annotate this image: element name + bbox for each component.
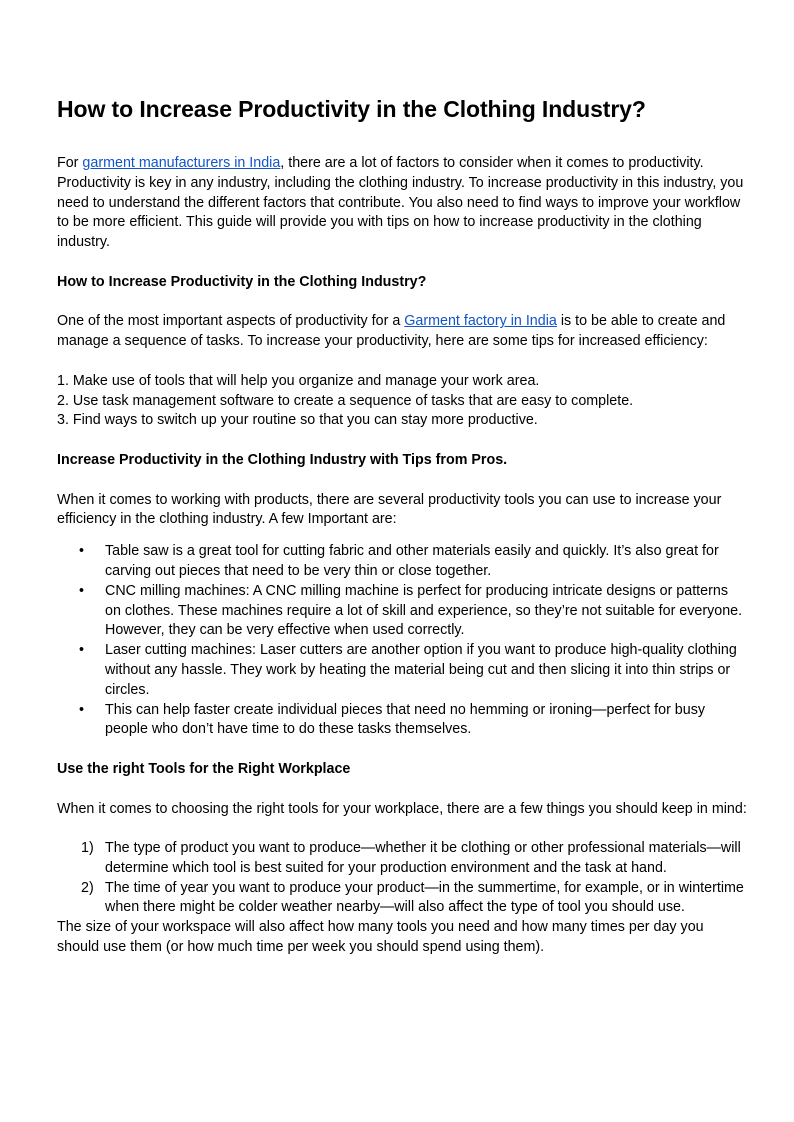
list-item (57, 879, 747, 919)
garment-factory-link[interactable]: Garment factory in India (404, 313, 557, 330)
list-item (57, 839, 747, 879)
section2-paragraph: When it comes to working with products, there are several productivity tools you can use to increase your efficiency in the clothing industry. A few Important are: (57, 491, 722, 528)
section2-heading: Increase Productivity in the Clothing Industry with Tips from Pros. (57, 451, 508, 468)
list-item (57, 582, 747, 641)
bullet-icon: • (79, 543, 85, 560)
list-item-text: The type of product you want to produce—whether it be clothing or other professional materials—will determine which tool is best suited for your production environment and the task at hand. (105, 840, 741, 876)
tip-item: 2. Use task management software to create a sequence of tasks that are easy to complete. (57, 392, 634, 409)
section1-paragraph (57, 312, 747, 352)
list-item-text: This can help faster create individual pieces that need no hemming or ironing—perfect for busy people who don’t have time to do these tasks themselves. (105, 701, 706, 738)
section1-text-before: One of the most important aspects of productivity for a (57, 313, 405, 330)
considerations-numbered-list (57, 839, 747, 918)
section1-text-after: is to be able to create and manage a sequence of tasks. To increase your productivity, here are some tips for increased efficiency: (57, 313, 726, 350)
section3-paragraph: When it comes to choosing the right tools for your workplace, there are a few things you should keep in mind: (57, 800, 747, 817)
page-title: How to Increase Productivity in the Clothing Industry? (57, 96, 646, 122)
list-item (57, 701, 747, 741)
tools-bullet-list (57, 542, 747, 740)
list-item (57, 542, 747, 582)
list-item-text: Table saw is a great tool for cutting fabric and other materials easily and quickly. It’s also great for carving out pieces that need to be very thin or close together. (105, 543, 719, 579)
list-item-text: The time of year you want to produce your product—in the summertime, for example, or in wintertime when there might be colder weather nearby—will also affect the type of tool you should use. (105, 879, 744, 916)
closing-paragraph: The size of your workspace will also affect how many tools you need and how many times per day you should use them (or how much time per week you should spend using them). (57, 919, 704, 956)
list-number: 2) (81, 879, 94, 896)
intro-text-after: , there are a lot of factors to consider when it comes to productivity. Productivity is key in any industry, including the clothing industry. To increase productivity in this industry, you need to understand the different factors that contribute. You also need to find ways to improve your workflow to be more efficient. This guide will provide you with tips on how to increase productivity in the clothing industry. (57, 155, 744, 251)
article-body (57, 94, 747, 958)
section1-heading: How to Increase Productivity in the Clothing Industry? (57, 273, 427, 290)
list-number: 1) (81, 840, 94, 857)
list-item-text: Laser cutting machines: Laser cutters are another option if you want to produce high-quality clothing without any hassle. They work by heating the material being cut and then slicing it into thin strips or circles. (105, 642, 737, 698)
garment-manufacturers-link[interactable]: garment manufacturers in India (82, 155, 281, 171)
intro-paragraph (57, 154, 747, 253)
section3-heading: Use the right Tools for the Right Workplace (57, 760, 351, 777)
bullet-icon: • (79, 582, 85, 599)
tip-item: 3. Find ways to switch up your routine so that you can stay more productive. (57, 412, 538, 429)
bullet-icon: • (79, 642, 85, 659)
list-item-text: CNC milling machines: A CNC milling machine is perfect for producing intricate designs or patterns on clothes. These machines require a lot of skill and experience, so they’re not suitable for everyone. However, they can be very effective when used correctly. (105, 582, 743, 639)
tip-item: 1. Make use of tools that will help you organize and manage your work area. (57, 372, 540, 389)
bullet-icon: • (79, 701, 85, 718)
list-item (57, 641, 747, 700)
intro-text-before: For (57, 155, 83, 171)
